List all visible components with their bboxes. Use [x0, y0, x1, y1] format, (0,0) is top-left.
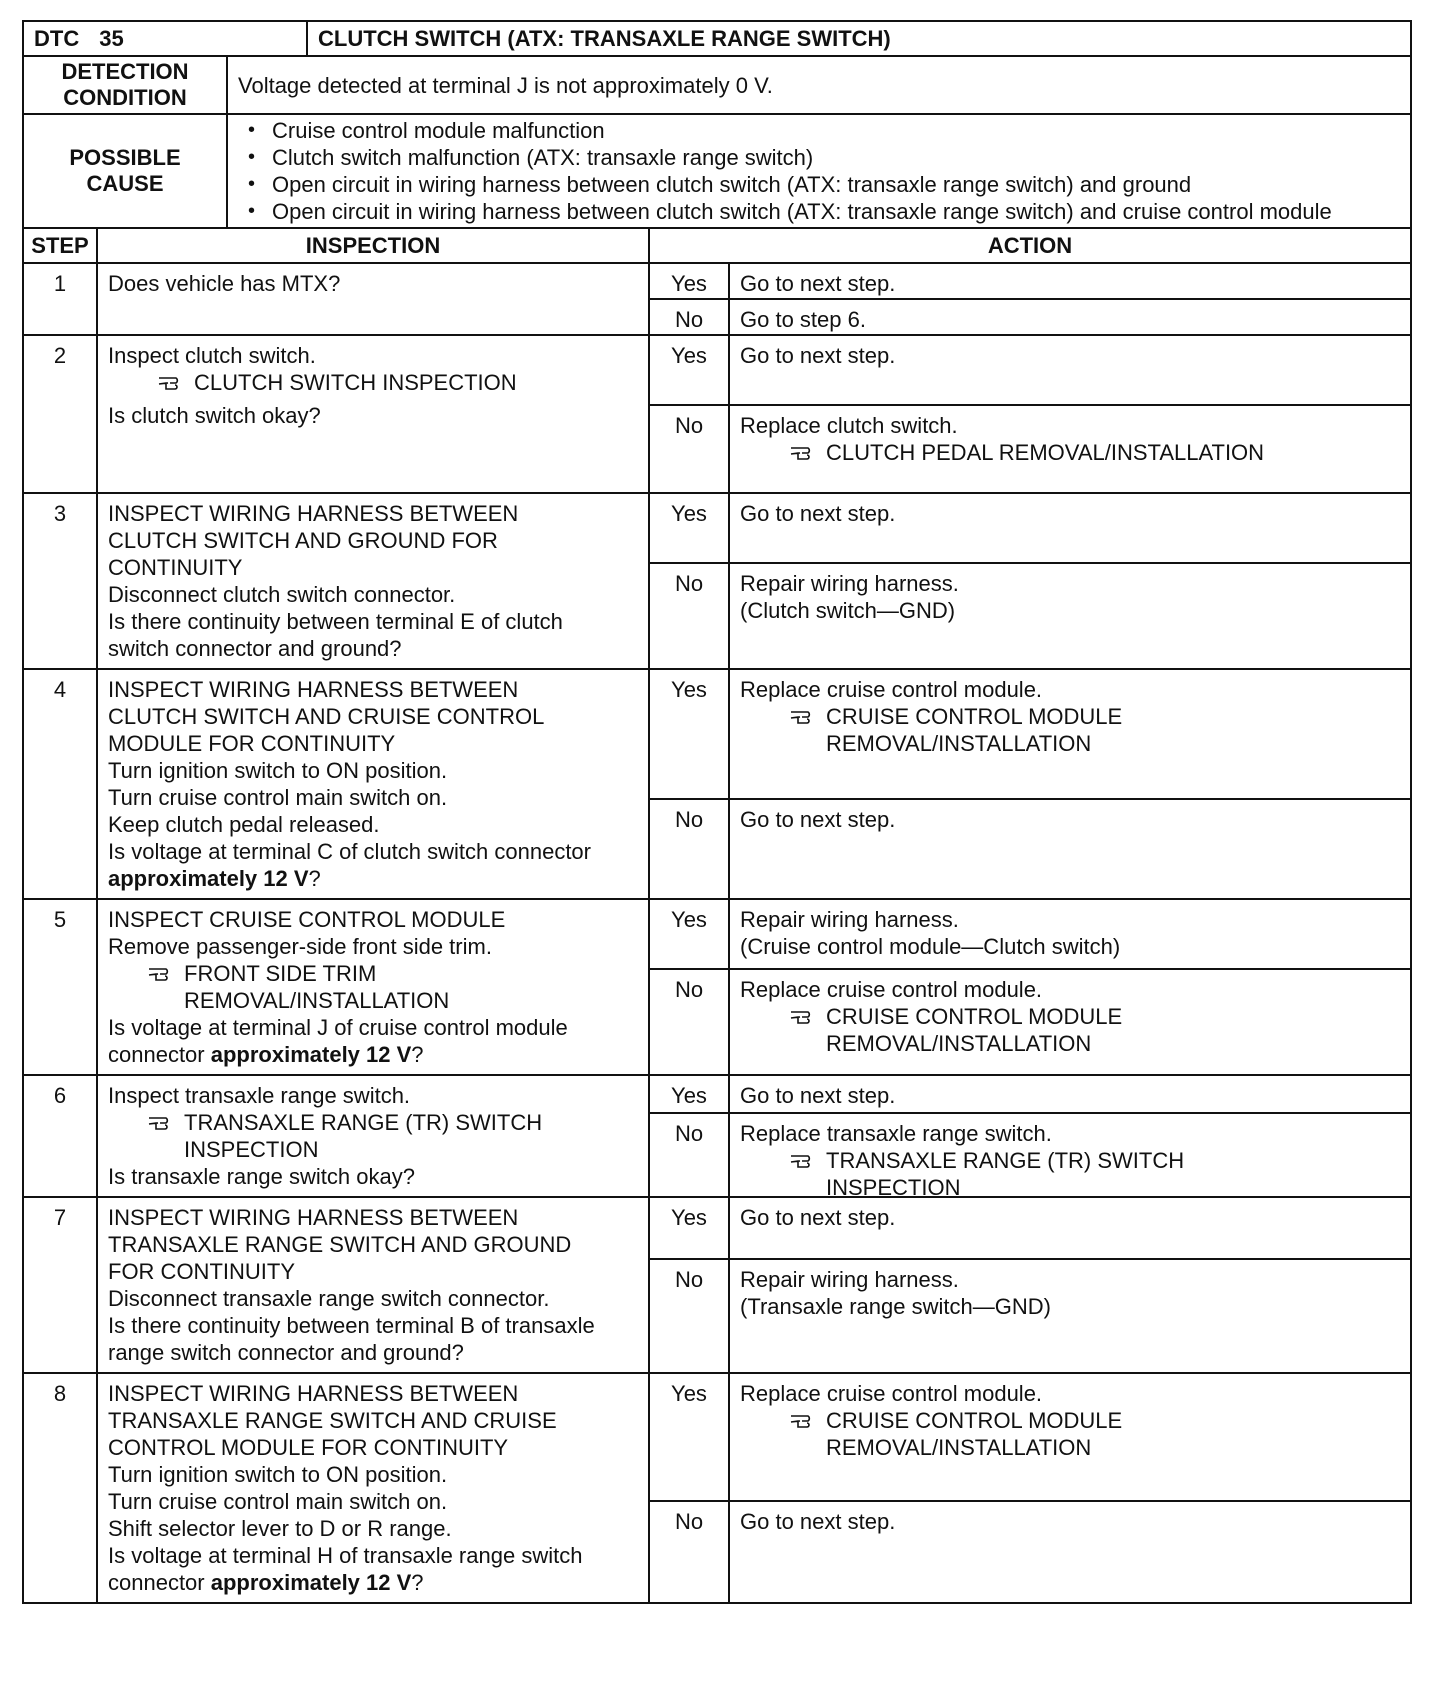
answer-yes: Yes — [671, 343, 707, 368]
column-header-row — [23, 228, 1411, 263]
column-step: STEP — [23, 228, 97, 263]
step-number: 3 — [23, 493, 97, 669]
step-action — [729, 263, 1411, 335]
pointing-hand-icon — [790, 1009, 816, 1025]
pointing-hand-icon — [148, 1115, 174, 1131]
column-action: ACTION — [649, 228, 1411, 263]
step-row — [23, 1197, 1411, 1373]
reference: CRUISE CONTROL MODULE REMOVAL/INSTALLATION — [740, 703, 1400, 757]
pointing-hand-icon — [790, 445, 816, 461]
step-number: 4 — [23, 669, 97, 899]
answer-yes: Yes — [671, 1381, 707, 1406]
step-inspection: Inspect clutch switch. CLUTCH SWITCH INSPECTION Is clutch switch okay? — [97, 335, 649, 493]
step-number: 5 — [23, 899, 97, 1075]
step-inspection: INSPECT CRUISE CONTROL MODULE Remove passenger-side front side trim. FRONT SIDE TRIM REMOVAL/INSTALLATION Is voltage at terminal J of cruise control module connector approximately 12 V? — [97, 899, 649, 1075]
step-inspection: INSPECT WIRING HARNESS BETWEEN CLUTCH SWITCH AND GROUND FOR CONTINUITY Disconnect clutch switch connector. Is there continuity between terminal E of clutch switch connector and ground? — [97, 493, 649, 669]
step-number: 6 — [23, 1075, 97, 1197]
header-row — [23, 21, 1411, 56]
answer-yes: Yes — [671, 907, 707, 932]
step-inspection: Does vehicle has MTX? — [97, 263, 649, 335]
answer-yes: Yes — [671, 271, 707, 296]
possible-cause-label: POSSIBLE CAUSE — [23, 114, 227, 228]
pointing-hand-icon — [790, 1413, 816, 1429]
action-no: Go to step 6. — [730, 298, 1410, 334]
answer-yes: Yes — [671, 677, 707, 702]
pointing-hand-icon — [158, 375, 184, 391]
action-yes: Replace cruise control module. CRUISE CONTROL MODULE REMOVAL/INSTALLATION — [730, 670, 1410, 798]
reference: CRUISE CONTROL MODULE REMOVAL/INSTALLATION — [740, 1003, 1400, 1057]
action-yes: Go to next step. — [740, 1083, 896, 1108]
answer-column — [649, 493, 729, 669]
step-action — [729, 1373, 1411, 1603]
action-no: Go to next step. — [730, 1500, 1410, 1596]
action-yes: Go to next step. — [740, 343, 896, 368]
reference: CRUISE CONTROL MODULE REMOVAL/INSTALLATION — [740, 1407, 1400, 1461]
step-inspection: INSPECT WIRING HARNESS BETWEEN TRANSAXLE RANGE SWITCH AND GROUND FOR CONTINUITY Disconnect transaxle range switch connector. Is there continuity between terminal B of transaxle range switch connector and ground? — [97, 1197, 649, 1373]
answer-yes: Yes — [671, 501, 707, 526]
reference: TRANSAXLE RANGE (TR) SWITCH INSPECTION — [740, 1147, 1400, 1201]
answer-yes: Yes — [671, 1205, 707, 1230]
answer-yes: Yes — [671, 1083, 707, 1108]
answer-no: No — [650, 562, 728, 650]
action-yes: Replace cruise control module. CRUISE CONTROL MODULE REMOVAL/INSTALLATION — [730, 1374, 1410, 1500]
step-row — [23, 263, 1411, 335]
action-yes: Repair wiring harness. (Cruise control module—Clutch switch) — [740, 907, 1121, 959]
cause-item: • Open circuit in wiring harness between clutch switch (ATX: transaxle range switch) and cruise control module — [272, 198, 1400, 225]
action-yes: Go to next step. — [740, 1205, 896, 1230]
answer-column — [649, 899, 729, 1075]
step-row — [23, 1373, 1411, 1603]
step-action — [729, 335, 1411, 493]
step-inspection: INSPECT WIRING HARNESS BETWEEN CLUTCH SWITCH AND CRUISE CONTROL MODULE FOR CONTINUITY Turn ignition switch to ON position. Turn cruise control main switch on. Keep clutch pedal released. Is voltage at terminal C of clutch switch connector approximately 12 V? — [97, 669, 649, 899]
action-no: Go to next step. — [730, 798, 1410, 878]
step-row — [23, 335, 1411, 493]
action-yes: Go to next step. — [740, 271, 896, 296]
dtc-label: DTC — [34, 26, 80, 51]
answer-no: No — [650, 968, 728, 1060]
answer-column — [649, 1197, 729, 1373]
answer-no: No — [650, 404, 728, 492]
possible-cause-row — [23, 114, 1411, 228]
step-action — [729, 1075, 1411, 1200]
dtc-table — [22, 20, 1412, 1604]
step-action — [729, 1197, 1411, 1373]
answer-no: No — [650, 298, 728, 334]
action-no: Replace cruise control module. CRUISE CONTROL MODULE REMOVAL/INSTALLATION — [730, 968, 1410, 1060]
step-row — [23, 899, 1411, 1075]
step-row — [23, 493, 1411, 669]
answer-column — [649, 263, 729, 335]
action-yes: Go to next step. — [740, 501, 896, 526]
step-row — [23, 669, 1411, 899]
step-number: 8 — [23, 1373, 97, 1603]
step-action — [729, 493, 1411, 669]
action-no: Replace transaxle range switch. TRANSAXLE RANGE (TR) SWITCH INSPECTION — [730, 1112, 1410, 1196]
answer-column — [649, 335, 729, 493]
step-action — [729, 899, 1411, 1075]
action-no: Repair wiring harness. (Clutch switch—GND) — [730, 562, 1410, 650]
answer-column — [649, 1373, 729, 1603]
step-number: 2 — [23, 335, 97, 493]
answer-column — [649, 669, 729, 899]
action-no: Repair wiring harness. (Transaxle range switch—GND) — [730, 1258, 1410, 1358]
reference: TRANSAXLE RANGE (TR) SWITCH INSPECTION — [108, 1109, 638, 1163]
cause-item: • Open circuit in wiring harness between clutch switch (ATX: transaxle range switch) and ground — [272, 171, 1400, 198]
action-no: Replace clutch switch. CLUTCH PEDAL REMOVAL/INSTALLATION — [730, 404, 1410, 492]
step-inspection: INSPECT WIRING HARNESS BETWEEN TRANSAXLE RANGE SWITCH AND CRUISE CONTROL MODULE FOR CONTINUITY Turn ignition switch to ON position. Turn cruise control main switch on. Shift selector lever to D or R range. Is voltage at terminal H of transaxle range switch connector approximately 12 V? — [97, 1373, 649, 1603]
page-title: CLUTCH SWITCH (ATX: TRANSAXLE RANGE SWITCH) — [307, 21, 1411, 56]
answer-column — [649, 1075, 729, 1197]
column-inspection: INSPECTION — [97, 228, 649, 263]
detection-row — [23, 56, 1411, 114]
step-inspection: Inspect transaxle range switch. TRANSAXLE RANGE (TR) SWITCH INSPECTION Is transaxle range switch okay? — [97, 1075, 649, 1197]
reference: FRONT SIDE TRIM REMOVAL/INSTALLATION — [108, 960, 638, 1014]
answer-no: No — [650, 1112, 728, 1196]
reference: CLUTCH SWITCH INSPECTION — [108, 369, 638, 396]
answer-no: No — [650, 798, 728, 878]
reference: CLUTCH PEDAL REMOVAL/INSTALLATION — [740, 439, 1400, 466]
detection-text: Voltage detected at terminal J is not approximately 0 V. — [227, 56, 1411, 114]
dtc-code — [23, 21, 307, 56]
possible-cause-list — [227, 114, 1411, 228]
pointing-hand-icon — [790, 1153, 816, 1169]
cause-item: • Cruise control module malfunction — [272, 117, 1400, 144]
cause-item: • Clutch switch malfunction (ATX: transaxle range switch) — [272, 144, 1400, 171]
pointing-hand-icon — [790, 709, 816, 725]
step-row — [23, 1075, 1411, 1197]
step-action — [729, 669, 1411, 899]
detection-label: DETECTION CONDITION — [23, 56, 227, 114]
dtc-number: 35 — [99, 26, 124, 51]
step-number: 1 — [23, 263, 97, 335]
answer-no: No — [650, 1500, 728, 1596]
answer-no: No — [650, 1258, 728, 1358]
step-number: 7 — [23, 1197, 97, 1373]
pointing-hand-icon — [148, 966, 174, 982]
